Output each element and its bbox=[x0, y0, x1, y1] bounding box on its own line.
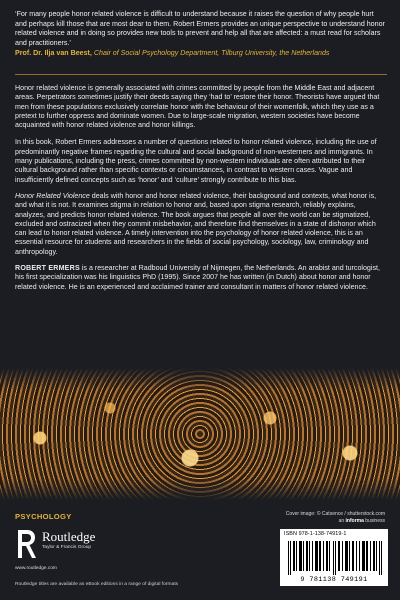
cover-credit bbox=[225, 511, 385, 525]
barcode-panel bbox=[280, 529, 388, 586]
description-paragraph-1: Honor related violence is generally associated with crimes committed by people from the Middle East and adjacent areas. Perpetrators sometimes justify their deeds saying they ‘had to’ restore their honor. Theorists have argued that men from these populations exclusively correlate honor with the behaviour of their womenfolk, which they use as a pretext to further oppress and dominate women. Due to large-scale migration, western societies have become acquainted with honor related violence and honor killings. bbox=[15, 84, 380, 130]
publisher-logo-block bbox=[15, 528, 125, 574]
divider bbox=[15, 74, 387, 75]
barcode-number: 9 781138 749191 bbox=[300, 576, 368, 584]
routledge-logo-icon bbox=[15, 528, 39, 560]
author-bio bbox=[15, 264, 387, 292]
endorsement-quote bbox=[15, 10, 387, 59]
isbn-label: ISBN 978-1-138-74919-1 bbox=[284, 531, 347, 537]
book-description bbox=[15, 84, 387, 299]
barcode-icon bbox=[288, 541, 382, 575]
publisher-url: www.routledge.com bbox=[15, 566, 57, 571]
decorative-pattern-image bbox=[0, 368, 400, 500]
author-name: ROBERT ERMERS bbox=[15, 264, 80, 273]
ebook-footnote: Routledge titles are available as eBook editions in a range of digital formats bbox=[15, 582, 179, 587]
publisher-name: Routledge bbox=[42, 529, 96, 544]
description-paragraph-2: In this book, Robert Ermers addresses a number of questions related to honor related violence, including the use of predominantly negative frames regarding the cultural and social background of non-westerners and immigrants. In many publications, including the press, crimes committed by non-western individuals are often attributed to their cultural background rather than specific contexts or circumstances, in contrast to western cases. Vague and insufficiently defined concepts such as ‘honor’ and ‘culture’ strongly contribute to this bias. bbox=[15, 138, 377, 184]
quote-affiliation: Chair of Social Psychology Department, Tilburg University, the Netherlands bbox=[93, 49, 330, 58]
quote-text: ‘For many people honor related violence is difficult to understand because it raises the question of why people hurt and perhaps kill those that are most dear to them. Robert Ermers provides an unique perspective to understand honor related violence and in doing so provides new tools to prevent and help all that are affected: a must read for scholars and practitioners.’ bbox=[15, 10, 385, 47]
author-bio-text: is a researcher at Radboud University of Nijmegen, the Netherlands. An arabist and turcologist, his first specialization was his linguistics PhD (1995). Since 2007 he has written (in Dutch) about honor and honor related violence. He is an experienced and acclaimed trainer and consultant in matters of honor related violence. bbox=[15, 264, 380, 291]
book-title-italic: Honor Related Violence bbox=[15, 191, 90, 200]
informa-name: informa bbox=[345, 517, 364, 524]
quote-author: Prof. Dr. Ilja van Beest, bbox=[15, 49, 92, 58]
cover-image-credit: Cover image: © Catsence / shutterstock.com bbox=[285, 511, 385, 517]
description-paragraph-3 bbox=[15, 192, 387, 257]
description-paragraph-3-text: deals with honor and honor related violence, their background and contexts, what honor is, and what it is not. It examines stigma in relation to honor and, based upon stigma research, reliably explains, analyzes, and predicts honor related violence. The book argues that people all over the world can be stigmatized, excluded and ostracized when they commit misbehavior, and therefore find themselves in a state of dishonor which can lead to honor related violence. A timely intervention into the psychology of honor related violence, this is an essential resource for students and researchers in the fields of social psychology, sociology, law, criminology and anthropology. bbox=[15, 191, 377, 256]
quote-attribution bbox=[15, 49, 387, 59]
subject-category: PSYCHOLOGY bbox=[15, 512, 72, 521]
informa-business-line: an informa business bbox=[338, 517, 385, 524]
publisher-group: Taylor & Francis Group bbox=[42, 545, 92, 550]
